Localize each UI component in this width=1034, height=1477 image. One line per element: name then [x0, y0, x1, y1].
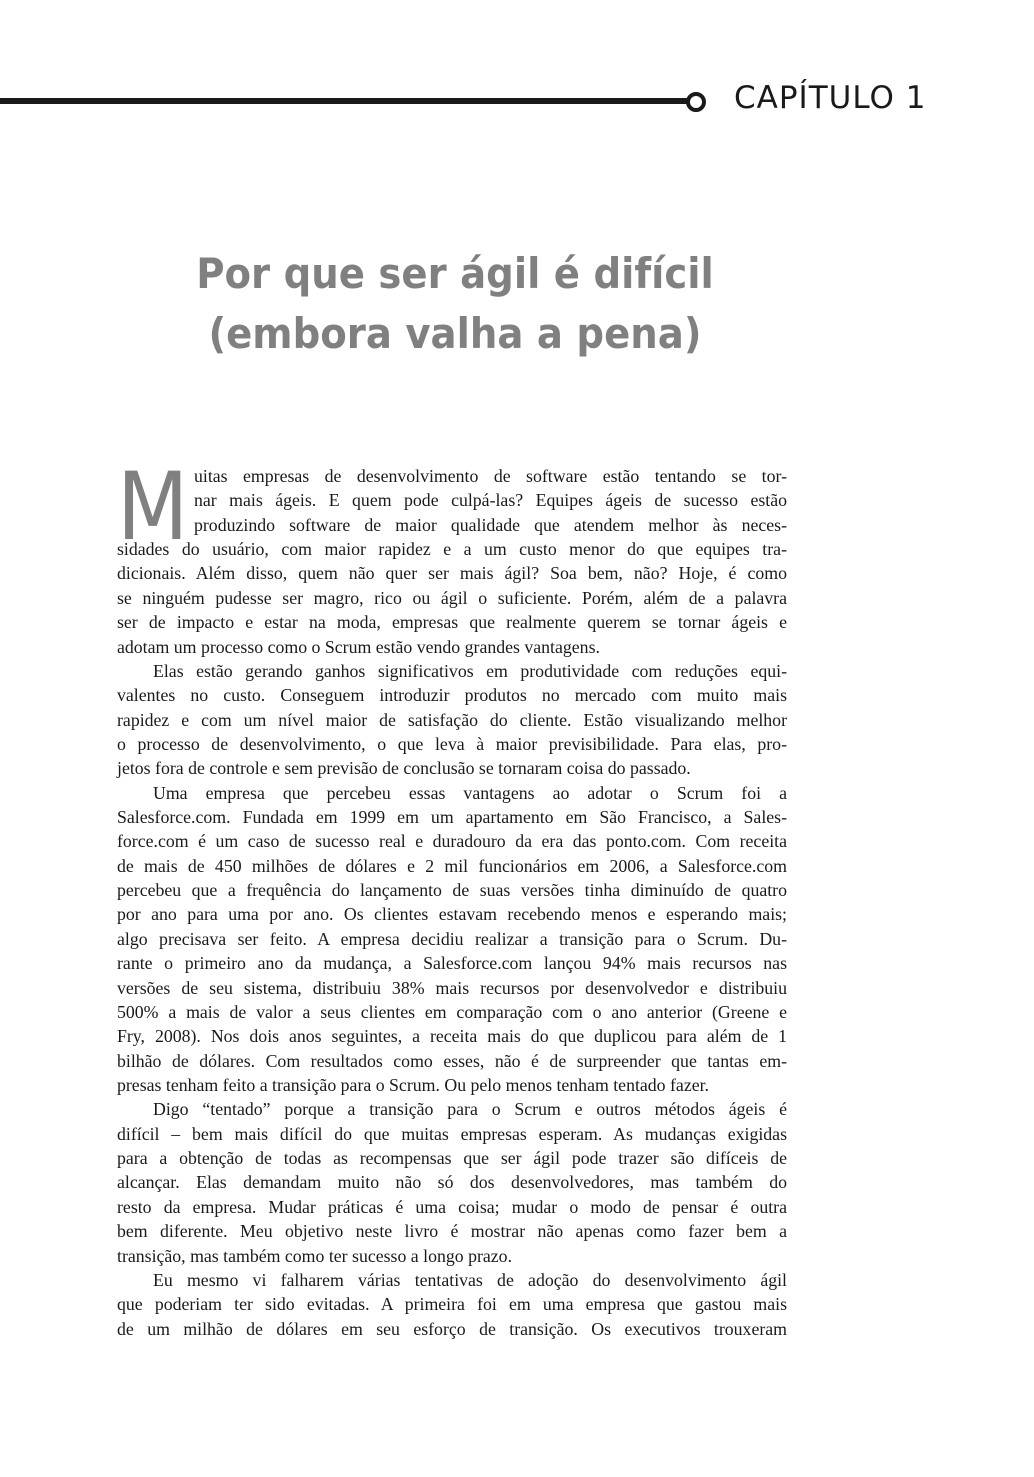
text-line: nar mais ágeis. E quem pode culpá-las? Equipes ágeis de sucesso estão	[194, 490, 787, 511]
text-line: uitas empresas de desenvolvimento de software estão tentando se tor-	[194, 466, 787, 486]
text-line: Salesforce.com. Fundada em 1999 em um apartamento em São Francisco, a Sales-	[117, 807, 787, 828]
text-line: de um milhão de dólares em seu esforço de transição. Os executivos trouxeram	[117, 1318, 787, 1339]
text-line: de mais de 450 milhões de dólares e 2 mil funcionários em 2006, a Salesforce.com	[117, 855, 787, 876]
text-line: alcançar. Elas demandam muito não só dos desenvolvedores, mas também do	[117, 1172, 787, 1193]
text-line: presas tenham feito a transição para o Scrum. Ou pelo menos tenham tentado fazer.	[117, 1074, 709, 1095]
text-line: Digo “tentado” porque a transição para o Scrum e outros métodos ágeis é	[153, 1099, 787, 1120]
chapter-title-line-1: Por que ser ágil é difícil	[196, 249, 714, 298]
text-line: que poderiam ter sido evitadas. A primeira foi em uma empresa que gastou mais	[117, 1294, 787, 1315]
text-line: transição, mas também como ter sucesso a longo prazo.	[117, 1245, 513, 1266]
chapter-label: CAPÍTULO 1	[734, 80, 927, 116]
chapter-header-rule	[0, 98, 688, 104]
text-line: adotam um processo como o Scrum estão vendo grandes vantagens.	[117, 636, 600, 657]
text-line: jetos fora de controle e sem previsão de conclusão se tornaram coisa do passado.	[117, 758, 691, 779]
chapter-title-line-2: (embora valha a pena)	[208, 309, 702, 358]
text-line: bem diferente. Meu objetivo neste livro é mostrar não apenas como fazer bem a	[117, 1221, 787, 1242]
text-line: rante o primeiro ano da mudança, a Salesforce.com lançou 94% mais recursos nas	[117, 953, 787, 974]
text-line: force.com é um caso de sucesso real e duradouro da era das ponto.com. Com receita	[117, 831, 787, 852]
text-line: para a obtenção de todas as recompensas que ser ágil pode trazer são difíceis de	[117, 1148, 787, 1169]
chapter-title	[174, 244, 735, 364]
text-line: produzindo software de maior qualidade que atendem melhor às neces-	[194, 514, 787, 535]
text-line: bilhão de dólares. Com resultados como esses, não é de surpreender que tantas em-	[117, 1050, 787, 1071]
text-line: sidades do usuário, com maior rapidez e a um custo menor do que equipes tra-	[117, 539, 787, 560]
body-text	[117, 453, 787, 1341]
text-line: resto da empresa. Mudar práticas é uma coisa; mudar o modo de pensar é outra	[117, 1196, 787, 1217]
text-line: ser de impacto e estar na moda, empresas que realmente querem se tornar ágeis e	[117, 612, 787, 633]
text-line: Uma empresa que percebeu essas vantagens ao adotar o Scrum foi a	[153, 782, 787, 803]
drop-cap: M	[117, 453, 189, 562]
text-line: percebeu que a frequência do lançamento de suas versões tinha diminuído de quatro	[117, 880, 787, 901]
text-line: 500% a mais de valor a seus clientes em comparação com o ano anterior (Greene e	[117, 1001, 787, 1022]
text-line: Eu mesmo vi falharem várias tentativas de adoção do desenvolvimento ágil	[153, 1269, 787, 1290]
text-line: difícil – bem mais difícil do que muitas empresas esperam. As mudanças exigidas	[117, 1123, 787, 1144]
text-line: o processo de desenvolvimento, o que leva à maior previsibilidade. Para elas, pro-	[117, 733, 787, 754]
chapter-header-ring-ornament	[686, 92, 706, 112]
text-line: Fry, 2008). Nos dois anos seguintes, a receita mais do que duplicou para além de 1	[117, 1026, 787, 1047]
text-line: se ninguém pudesse ser magro, rico ou ágil o suficiente. Porém, além de a palavra	[117, 587, 787, 608]
text-line: versões de seu sistema, distribuiu 38% mais recursos por desenvolvedor e distribuiu	[117, 977, 787, 998]
text-line: rapidez e com um nível maior de satisfação do cliente. Estão visualizando melhor	[117, 709, 787, 730]
text-line: dicionais. Além disso, quem não quer ser mais ágil? Soa bem, não? Hoje, é como	[117, 563, 787, 584]
text-line: por ano para uma por ano. Os clientes estavam recebendo menos e esperando mais;	[117, 904, 787, 925]
text-line: algo precisava ser feito. A empresa decidiu realizar a transição para o Scrum. Du-	[117, 928, 787, 949]
text-line: valentes no custo. Conseguem introduzir produtos no mercado com muito mais	[117, 685, 787, 706]
text-line: Elas estão gerando ganhos significativos em produtividade com reduções equi-	[153, 660, 787, 681]
